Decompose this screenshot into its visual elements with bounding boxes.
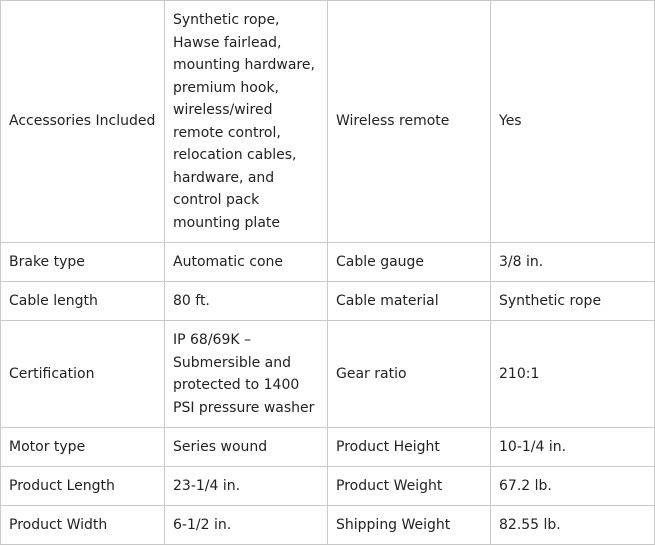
spec-value: 3/8 in. xyxy=(491,243,655,282)
spec-value: Yes xyxy=(491,1,655,243)
spec-value: 6-1/2 in. xyxy=(165,506,328,545)
table-row xyxy=(1,243,655,282)
table-row xyxy=(1,506,655,545)
table-row xyxy=(1,467,655,506)
table-row xyxy=(1,321,655,428)
spec-value: 23-1/4 in. xyxy=(165,467,328,506)
spec-value: 80 ft. xyxy=(165,282,328,321)
spec-label: Motor type xyxy=(1,428,165,467)
spec-label: Gear ratio xyxy=(328,321,491,428)
spec-value: 210:1 xyxy=(491,321,655,428)
spec-value: Series wound xyxy=(165,428,328,467)
table-row xyxy=(1,282,655,321)
spec-label: Accessories Included xyxy=(1,1,165,243)
spec-label: Certification xyxy=(1,321,165,428)
spec-value: 67.2 lb. xyxy=(491,467,655,506)
spec-value: 10-1/4 in. xyxy=(491,428,655,467)
spec-label: Shipping Weight xyxy=(328,506,491,545)
spec-value: IP 68/69K – Submersible and protected to 1400 PSI pressure washer xyxy=(165,321,328,428)
spec-label: Product Width xyxy=(1,506,165,545)
spec-value: Automatic cone xyxy=(165,243,328,282)
spec-label: Product Height xyxy=(328,428,491,467)
spec-value: Synthetic rope, Hawse fairlead, mounting hardware, premium hook, wireless/wired remote control, relocation cables, hardware, and control pack mounting plate xyxy=(165,1,328,243)
spec-label: Cable gauge xyxy=(328,243,491,282)
table-row xyxy=(1,428,655,467)
spec-label: Product Weight xyxy=(328,467,491,506)
spec-value: Synthetic rope xyxy=(491,282,655,321)
spec-label: Wireless remote xyxy=(328,1,491,243)
spec-label: Cable material xyxy=(328,282,491,321)
spec-value: 82.55 lb. xyxy=(491,506,655,545)
table-row xyxy=(1,1,655,243)
spec-label: Cable length xyxy=(1,282,165,321)
spec-label: Brake type xyxy=(1,243,165,282)
spec-label: Product Length xyxy=(1,467,165,506)
